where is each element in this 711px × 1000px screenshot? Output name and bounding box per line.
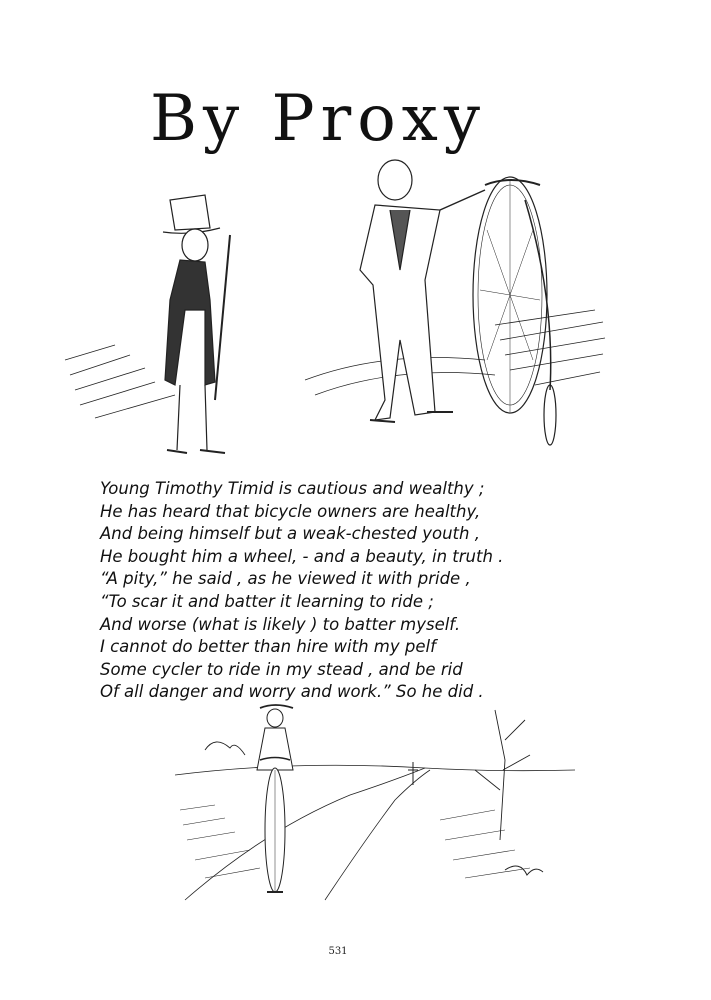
poem (100, 478, 600, 704)
page-number: 531 (328, 946, 348, 957)
page-title: By Proxy (150, 82, 486, 156)
poem-line: “To scar it and batter it learning to ride ; (100, 591, 434, 611)
poem-line: He has heard that bicycle owners are healthy, (100, 501, 481, 521)
poem-line: I cannot do better than hire with my pelf (100, 637, 436, 657)
poem-line: “A pity,” he said , as he viewed it with pride , (100, 569, 471, 589)
poem-line: Young Timothy Timid is cautious and wealthy ; (100, 479, 485, 498)
poem-line: He bought him a wheel, - and a beauty, in truth . (100, 546, 504, 566)
top-illustration (55, 150, 655, 470)
poem-line: And worse (what is likely ) to batter myself. (100, 614, 461, 634)
bottom-illustration (175, 700, 575, 905)
poem-line: Of all danger and worry and work.” So he did . (100, 682, 484, 702)
poem-line: And being himself but a weak-chested youth , (100, 524, 480, 544)
poem-line: Some cycler to ride in my stead , and be rid (100, 659, 463, 679)
